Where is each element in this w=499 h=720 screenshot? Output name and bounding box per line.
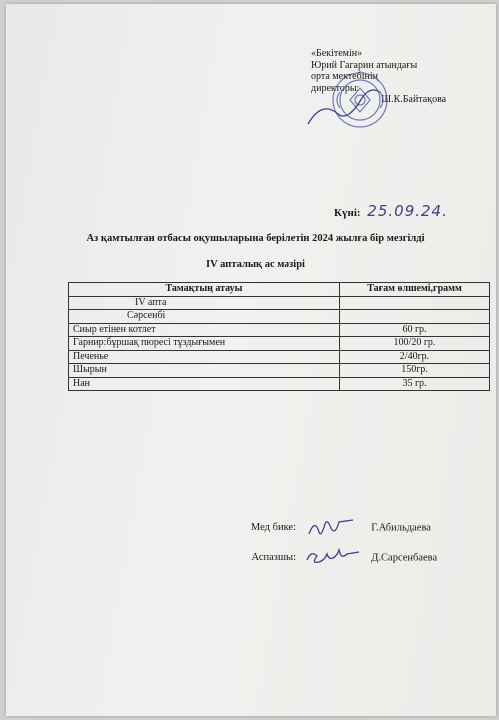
signature-nurse (226, 518, 431, 538)
table-header-row (69, 283, 490, 297)
column-header-dish: Тамақтың атауы (69, 283, 340, 297)
table-row (69, 337, 490, 351)
document-subtitle: IV апталық ас мәзірі (206, 259, 305, 270)
week-row (69, 296, 490, 310)
dish-amount: 60 гр. (340, 323, 490, 337)
date-label: Күні: (334, 207, 361, 219)
menu-table (68, 282, 490, 391)
dish-amount: 35 гр. (340, 377, 490, 391)
table-row (69, 323, 490, 337)
dish-name: Нан (69, 377, 340, 391)
dish-amount: 2/40гр. (340, 350, 490, 364)
signature-name: Г.Абильдаева (371, 522, 431, 534)
director-name: Ш.К.Байтақова (381, 94, 447, 105)
date-line (334, 202, 448, 220)
approval-line-3: орта мектебінің (311, 71, 378, 82)
signature-scribble-icon (299, 518, 369, 538)
signature-role: Аспазшы: (251, 552, 296, 564)
dish-amount: 150гр. (340, 364, 490, 378)
official-seal-icon (306, 70, 402, 130)
dish-name: Печенье (69, 350, 340, 364)
signature-scribble-icon (299, 548, 369, 568)
dish-name: Гарнир:бұршақ пюресі тұздығымен (69, 337, 340, 351)
dish-name: Сиыр етінен котлет (69, 323, 340, 337)
week-label: IV апта (69, 296, 340, 310)
day-label: Сәрсенбі (69, 310, 340, 324)
signature-cook (226, 548, 437, 568)
table-row (69, 364, 490, 378)
approval-line-2: Юрий Гагарин атындағы (311, 59, 418, 71)
date-value: 25.09.24. (367, 202, 448, 220)
approval-line-4: директоры: (311, 82, 360, 94)
dish-amount: 100/20 гр. (340, 337, 490, 351)
dish-name: Шырын (69, 364, 340, 378)
document-page (6, 4, 496, 716)
document-title: Аз қамтылған отбасы оқушыларына берілетін 2024 жылға бір мезгілді (86, 233, 425, 244)
approval-line-1: «Бекітемін» (311, 48, 363, 59)
signature-name: Д.Сарсенбаева (371, 552, 438, 564)
table-row (69, 350, 490, 364)
signature-role: Мед бике: (250, 522, 296, 534)
column-header-amount: Тағам өлшемі,грамм (340, 283, 490, 297)
day-row (69, 310, 490, 324)
table-row (69, 377, 490, 391)
